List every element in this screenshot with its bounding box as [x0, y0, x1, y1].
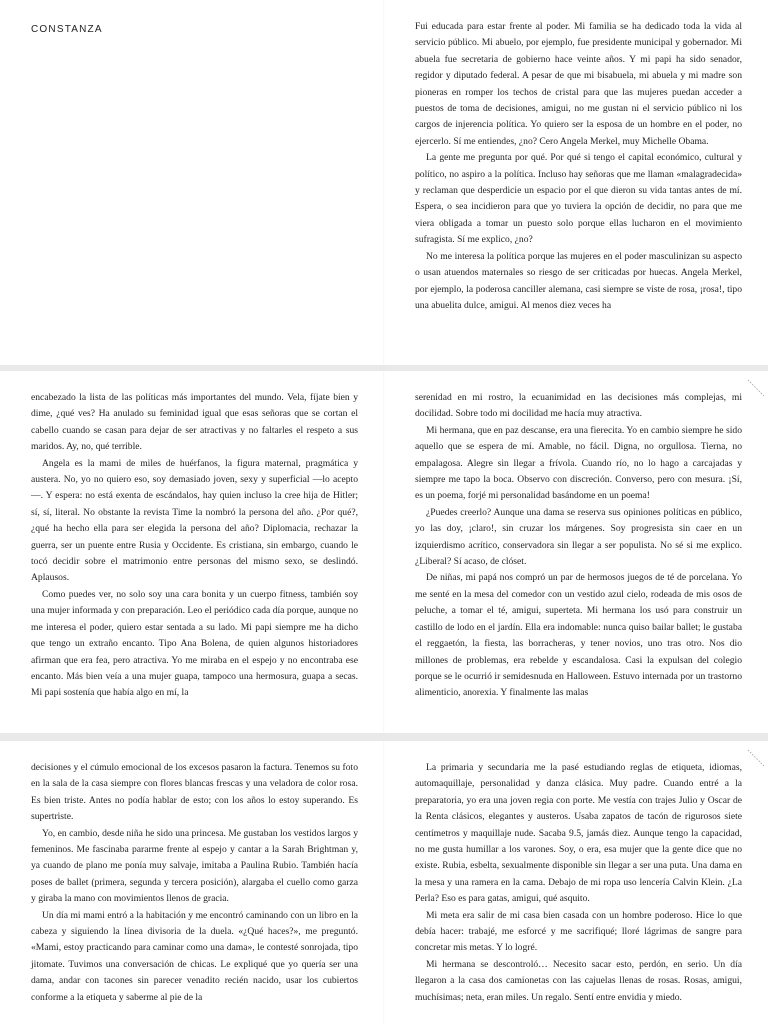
paragraph: Angela es la mami de miles de huérfanos, la figura maternal, pragmática y austera. No, yo no quiero eso, soy demasiado joven, sexy y superficial —lo acepto—. Y espera: no está exenta de escándalos, hay quien incluso la cree hija de Hitler; sí, sí, literal. No obstante la revista Time la nombró la persona del año. ¿Por qué?, ¿qué ha hecho ella para ser elegida la persona del año? Diplomacia, rechazar la guerra, ser un puente entre Rusia y Occidente. Es cristiana, sin embargo, cuando le tocó decidir sobre el matrimonio entre personas del mismo sexo, se deslindó. Aplausos. [31, 457, 358, 584]
paragraph: No me interesa la política porque las mujeres en el poder masculinizan su aspecto o usan atuendos maternales so riesgo de ser criticadas por huecas. Angela Merkel, por ejemplo, la poderosa canciller alemana, casi siempre se viste de rosa, ¡rosa!, tipo una abuelita dulce, amigui. Al menos diez veces ha [415, 250, 742, 311]
page-spread-3 [0, 741, 768, 1024]
gutter [383, 371, 385, 733]
gutter [383, 0, 385, 365]
paragraph: Un día mi mami entró a la habitación y me encontró caminando con un libro en la cabeza y siguiendo la línea divisoria de la duela. «¿Qué haces?», me preguntó. «Mami, estoy practicando para caminar como una dama», le contesté sonrojada, tipo jitomate. Tuvimos una conversación de chicas. Le expliqué que yo quería ser una dama, andar con tacones sin parecer venadito recién nacido, usar los cubiertos conforme a la etiqueta y saberme al pie de la [31, 909, 358, 1003]
page-corner-fold-icon [746, 378, 766, 398]
gutter [383, 741, 385, 1024]
text-column-right [415, 390, 742, 702]
paragraph: La gente me pregunta por qué. Por qué si tengo el capital económico, cultural y político, no aspiro a la política. Incluso hay señoras que me llaman «malagradecida» y reclaman que desperdicie un espacio por el que dieron su vida tantas antes de mí. Espera, o sea incidieron para que yo tuviera la opción de decidir, no para que me viera obligada a tomar un puesto solo porque ellas lucharon en el movimiento sufragista. Sí me explico, ¿no? [415, 152, 742, 246]
paragraph: encabezado la lista de las políticas más importantes del mundo. Vela, fíjate bien y dime, ¿qué ves? Ha anulado su feminidad igual que esas señoras que se cortan el cabello cuando se casan para dejar de ser atractivas y no faltarles el respeto a sus maridos. Ay, no, qué terrible. [31, 392, 358, 453]
paragraph: La primaria y secundaria me la pasé estudiando reglas de etiqueta, idiomas, automaquillaje, personalidad y danza clásica. Muy padre. Cuando entré a la preparatoria, yo era una joven regia con porte. Me vestía con trajes Julio y Oscar de la Renta clásicos, elegantes y austeros. Usaba zapatos de tacón de rigurosos siete centímetros y maquillaje nude. Sacaba 9.5, jamás diez. Aunque tengo la capacidad, no me gusta humillar a los varones. Soy, o era, esa mujer que la gente dice que no existe. Rubia, esbelta, sexualmente disponible sin llegar a ser una puta. Una dama en la mesa y una ramera en la cama. Debajo de mi ropa uso lencería Calvin Klein. ¿La Perla? Eso es para gatas, amigui, qué asquito. [415, 762, 742, 905]
page-spread-2 [0, 371, 768, 733]
paragraph: Mi meta era salir de mi casa bien casada con un hombre poderoso. Hice lo que debía hacer: trabajé, me esforcé y me sacrifiqué; lloré lágrimas de sangre para concretar mis metas. Y lo logré. [415, 909, 742, 954]
page-corner-fold-icon [746, 748, 766, 768]
paragraph: Mi hermana se descontroló… Necesito sacar esto, perdón, en serio. Un día llegaron a la casa dos camionetas con las cajuelas llenas de rosas. Rosas, amigui, muchísimas; neta, eran miles. Un regalo. Sentí entre envidia y miedo. [415, 958, 742, 1003]
text-column-left [31, 760, 358, 1006]
paragraph: serenidad en mi rostro, la ecuanimidad en las decisiones más complejas, mi docilidad. Sobre todo mi docilidad me hacía muy atractiva. [415, 392, 742, 420]
paragraph: Yo, en cambio, desde niña he sido una princesa. Me gustaban los vestidos largos y femeninos. Me fascinaba pararme frente al espejo y cantar a la Sarah Brightman y, ya cuando de plano me ponía muy salvaje, imitaba a Paulina Rubio. También hacía poses de ballet (primera, segunda y tercera posición), alargaba el cuello como garza y giraba la mano con movimientos llenos de gracia. [31, 827, 358, 905]
paragraph: Fui educada para estar frente al poder. Mi familia se ha dedicado toda la vida al servicio público. Mi abuelo, por ejemplo, fue presidente municipal y gobernador. Mi abuela fue secretaria de gobierno hace veinte años. Y mi papi ha sido senador, regidor y diputado federal. A pesar de que mi bisabuela, mi abuela y mi madre son pioneras en romper los techos de cristal para que las mujeres puedan acceder a puestos de toma de decisiones, amigui, no me gustan ni el servicio público ni los cargos de injerencia política. Yo quiero ser la esposa de un hombre en el poder, no ejercerlo. Sí me entiendes, ¿no? Cero Angela Merkel, muy Michelle Obama. [415, 21, 742, 147]
chapter-title: CONSTANZA [31, 24, 103, 35]
paragraph: De niñas, mi papá nos compró un par de hermosos juegos de té de porcelana. Yo me senté en la mesa del comedor con un vestido azul cielo, rodeada de mis osos de peluche, a tomar el té, amigui, superteta. Mi hermana los usó para construir un castillo de lodo en el jardín. Ella era indomable: nunca quiso bailar ballet; le gustaba el reggaetón, la fiesta, las borracheras, y tener novios, uno tras otro. Nos dio millones de problemas, era rebelde y escandalosa. Casi la expulsan del colegio porque se le ocurrió ir semidesnuda en Halloween. Estuvo internada por un trastorno alimenticio, anorexia. Y finalmente las malas [415, 572, 742, 699]
text-column-right [415, 19, 742, 314]
page-spread-1 [0, 0, 768, 365]
paragraph: decisiones y el cúmulo emocional de los excesos pasaron la factura. Tenemos su foto en la sala de la casa siempre con flores blancas frescas y una veladora de color rosa. Es bien triste. Antes no podía hablar de esto; con los años lo estoy superando. Es supertriste. [31, 762, 358, 823]
paragraph: Como puedes ver, no solo soy una cara bonita y un cuerpo fitness, también soy una mujer informada y con preparación. Leo el periódico cada día porque, aunque no me interesa el poder, quiero estar sentada a su lado. Mi papi siempre me ha dicho que tengo un extraño encanto. Tipo Ana Bolena, de quien algunos historiadores afirman que era fea, pero atractiva. Yo me miraba en el espejo y no encontraba ese encanto. Más bien veía a una mujer guapa, tampoco una hermosura, guapa a secas. Mi papi sostenía que había algo en mí, la [31, 588, 358, 699]
paragraph: Mi hermana, que en paz descanse, era una fierecita. Yo en cambio siempre he sido aquello que se espera de mí. Amable, no fácil. Digna, no orgullosa. Tierna, no empalagosa. Alegre sin llegar a frívola. Cuando río, no lo hago a carcajadas y siempre me tapo la boca. Observo con discreción. Converso, pero con mesura. ¡Sí, es un poema, forjé mi personalidad basándome en un poema! [415, 424, 742, 502]
paragraph: ¿Puedes creerlo? Aunque una dama se reserva sus opiniones políticas en público, yo las doy, ¡claro!, sin cruzar los márgenes. Soy progresista sin caer en un izquierdismo acrítico, conservadora sin llegar a ser populista. No sé si me explico. ¿Liberal? Sí acaso, de clóset. [415, 506, 742, 568]
text-column-left [31, 390, 358, 702]
text-column-right [415, 760, 742, 1006]
